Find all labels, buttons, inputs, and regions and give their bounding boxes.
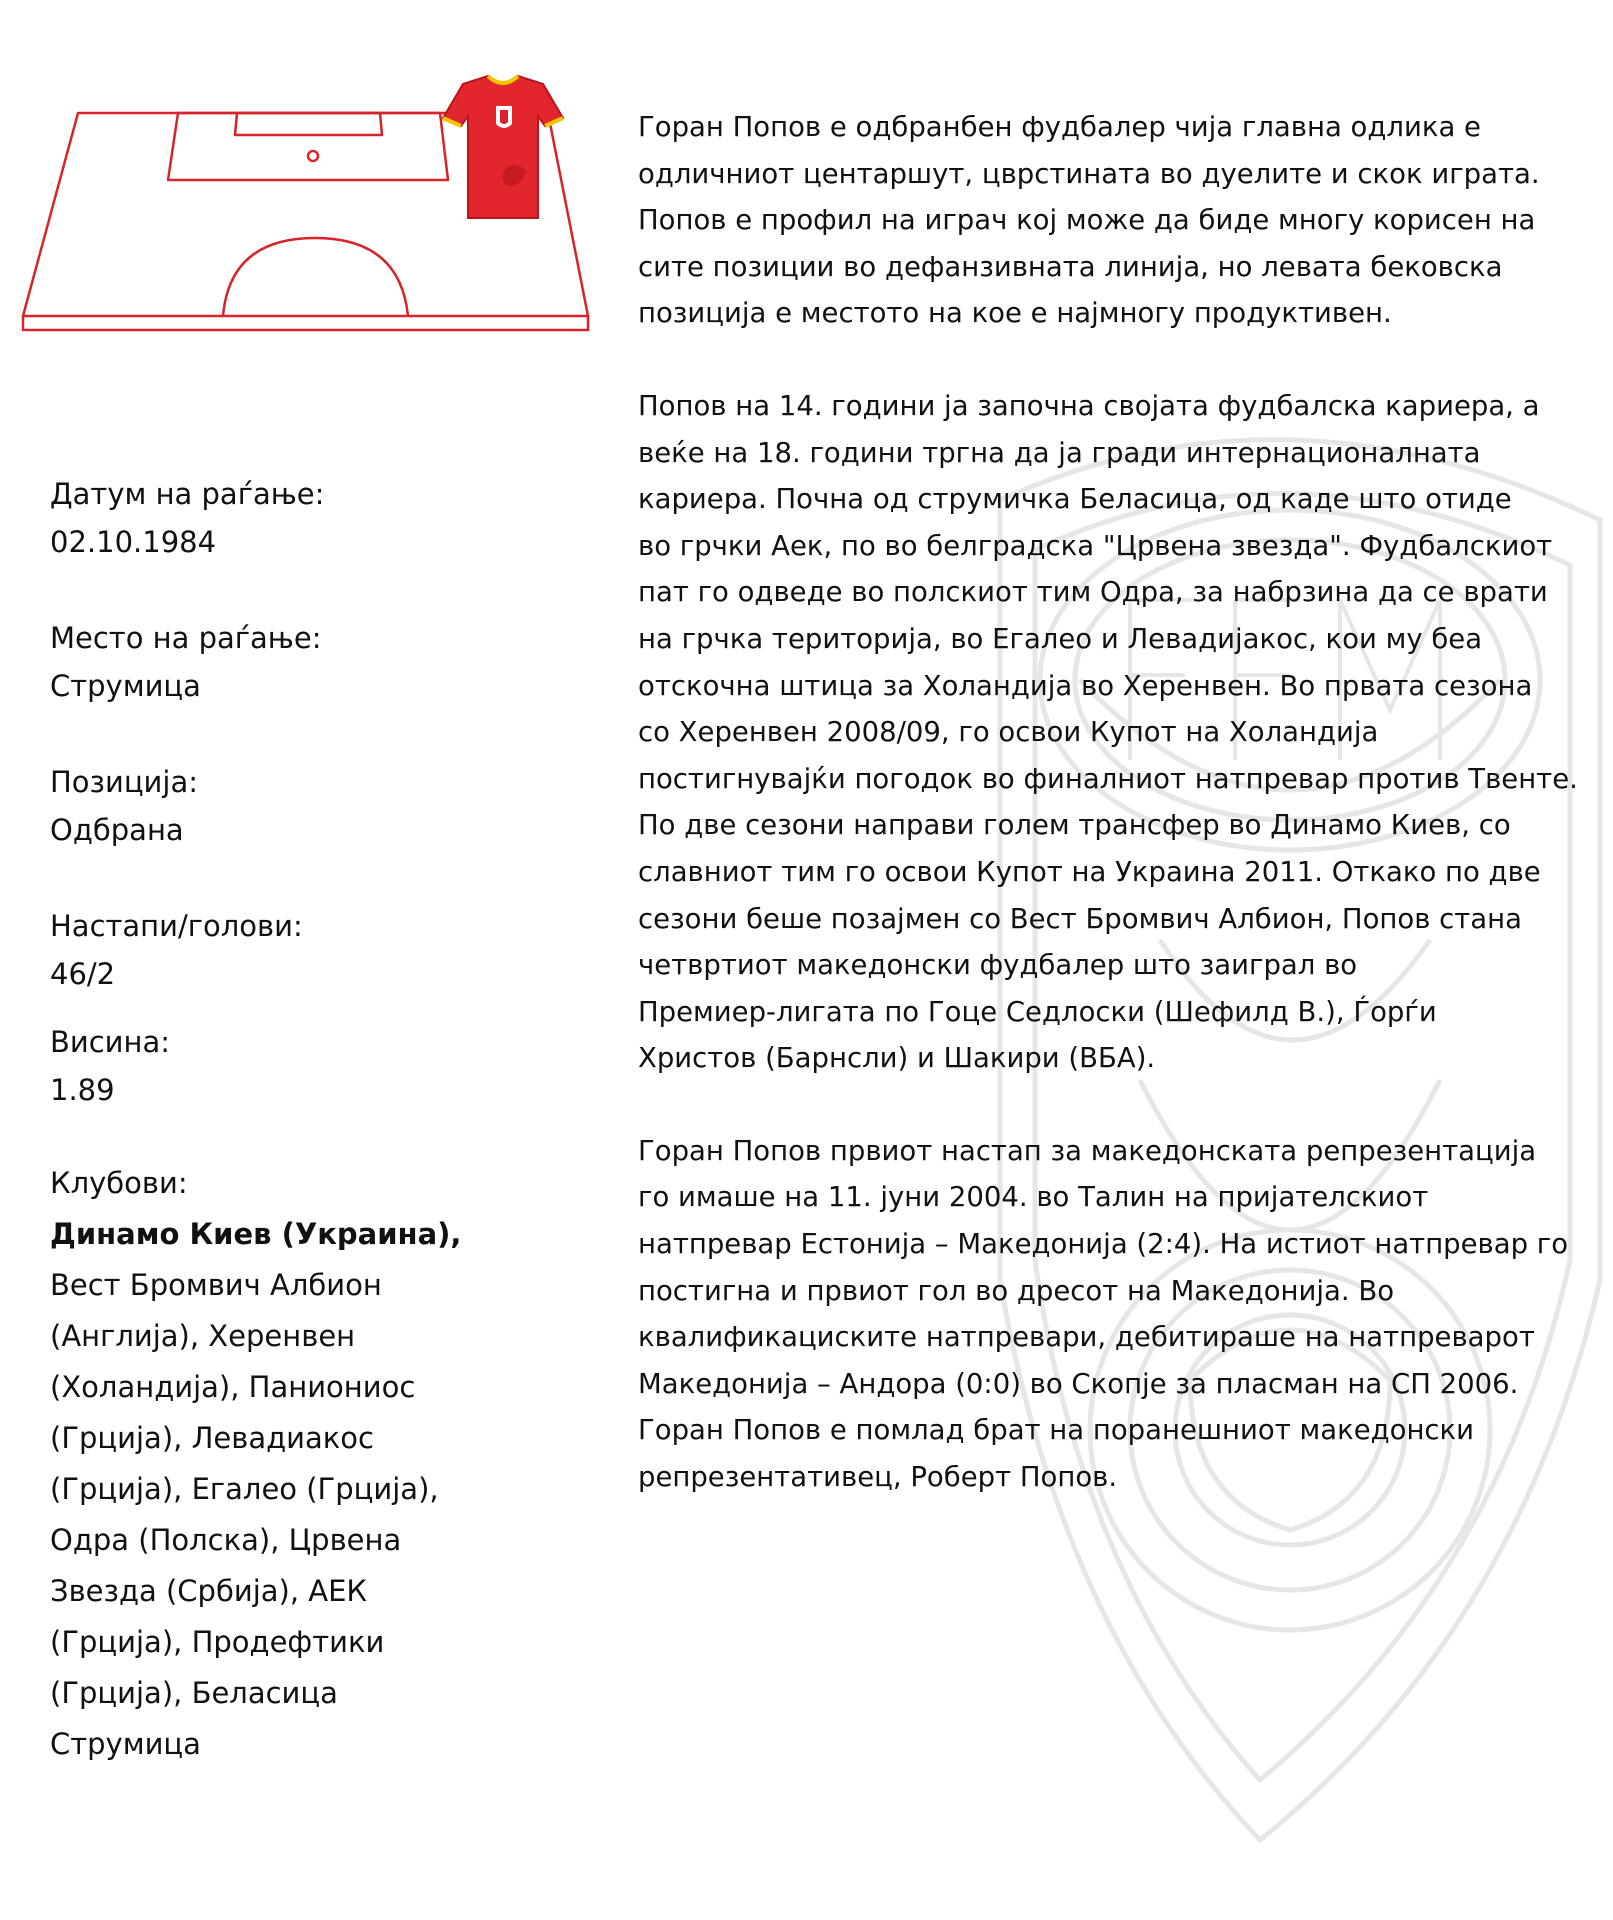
height-fact (50, 1018, 480, 1114)
birth-place-value: Струмица (50, 669, 201, 703)
clubs-label: Клубови: (50, 1166, 188, 1200)
player-facts (50, 470, 480, 1770)
birth-date-fact (50, 470, 480, 566)
current-club: Динамо Киев (Украина) (50, 1217, 451, 1251)
caps-label: Настапи/голови: (50, 909, 303, 943)
birth-place-label: Место на раѓање: (50, 621, 322, 655)
height-label: Висина: (50, 1025, 171, 1059)
birth-date-label: Датум на раѓање: (50, 477, 325, 511)
position-fact (50, 758, 480, 854)
biography (638, 104, 1588, 1547)
birth-date-value: 02.10.1984 (50, 525, 217, 559)
bio-paragraph-career: Попов на 14. години ја започна својата фудбалска кариера, а веќе на 18. години тргна да ја гради интернационалната кариера. Почна од струмичка Беласица, од каде што отиде во грчки Аек, по во белградска "Црвена звезда". Фудбалскиот пат го одведе во полскиот тим Одра, за набрзина да се врати на грчка територија, во Егалео и Левадијакос, кои му беа отскочна штица за Холандија во Херенвен. Во првата сезона со Херенвен 2008/09, го освои Купот на Холандија постигнувајќи погодок во финалниот натпревар против Твенте. По две сезони направи голем трансфер во Динамо Киев, со славниот тим го освои Купот на Украина 2011. Откако по две сезони беше позајмен со Вест Бромвич Албион, Попов стана четвртиот македонски фудбалер што заиграл во Премиер-лигата по Гоце Седлоски (Шефилд В.), Ѓорѓи Христов (Барнсли) и Шакири (ВБА). (638, 389, 1578, 1075)
caps-value: 46/2 (50, 957, 116, 991)
birth-place-fact (50, 614, 480, 710)
bio-paragraph-national-team: Горан Попов првиот настап за македонската репрезентација го имаше на 11. јуни 2004. во Талин на пријателскиот натпревар Естонија – Македонија (2:4). На истиот натпревар го постигна и првиот гол во дресот на Македонија. Во квалификациските натпревари, дебитираше на натпреварот Македонија – Андора (0:0) во Скопје за пласман на СП 2006. Горан Попов е помлад брат на поранешниот македонски репрезентативец, Роберт Попов. (638, 1134, 1569, 1494)
height-value: 1.89 (50, 1073, 115, 1107)
clubs-list: Динамо Киев (Украина), Вест Бромвич Албион (Англија), Херенвен (Холандија), Паниониос (Грција), Левадиакос (Грција), Егалео (Грција), Одра (Полска), Црвена Звезда (Србија), АЕК (Грција), Продефтики (Грција), Беласица Струмица (50, 1217, 462, 1761)
bio-paragraph-profile: Горан Попов е одбранбен фудбалер чија главна одлика е одличниот центаршут, цврстината во дуелите и скок играта. Попов е профил на играч кој може да биде многу корисен на сите позиции во дефанзивната линија, но левата бековска позиција е местото на кое е најмногу продуктивен. (638, 111, 1540, 330)
caps-fact (50, 902, 480, 998)
clubs-fact (50, 1158, 480, 1770)
position-label: Позиција: (50, 765, 199, 799)
other-clubs: Вест Бромвич Албион (Англија), Херенвен (Холандија), Паниониос (Грција), Левадиакос (Грција), Егалео (Грција), Одра (Полска), Црвена Звезда (Србија), АЕК (Грција), Продефтики (Грција), Беласица Струмица (50, 1268, 439, 1761)
football-pitch-icon (18, 68, 598, 338)
position-value: Одбрана (50, 813, 184, 847)
red-jersey-icon (443, 76, 563, 218)
